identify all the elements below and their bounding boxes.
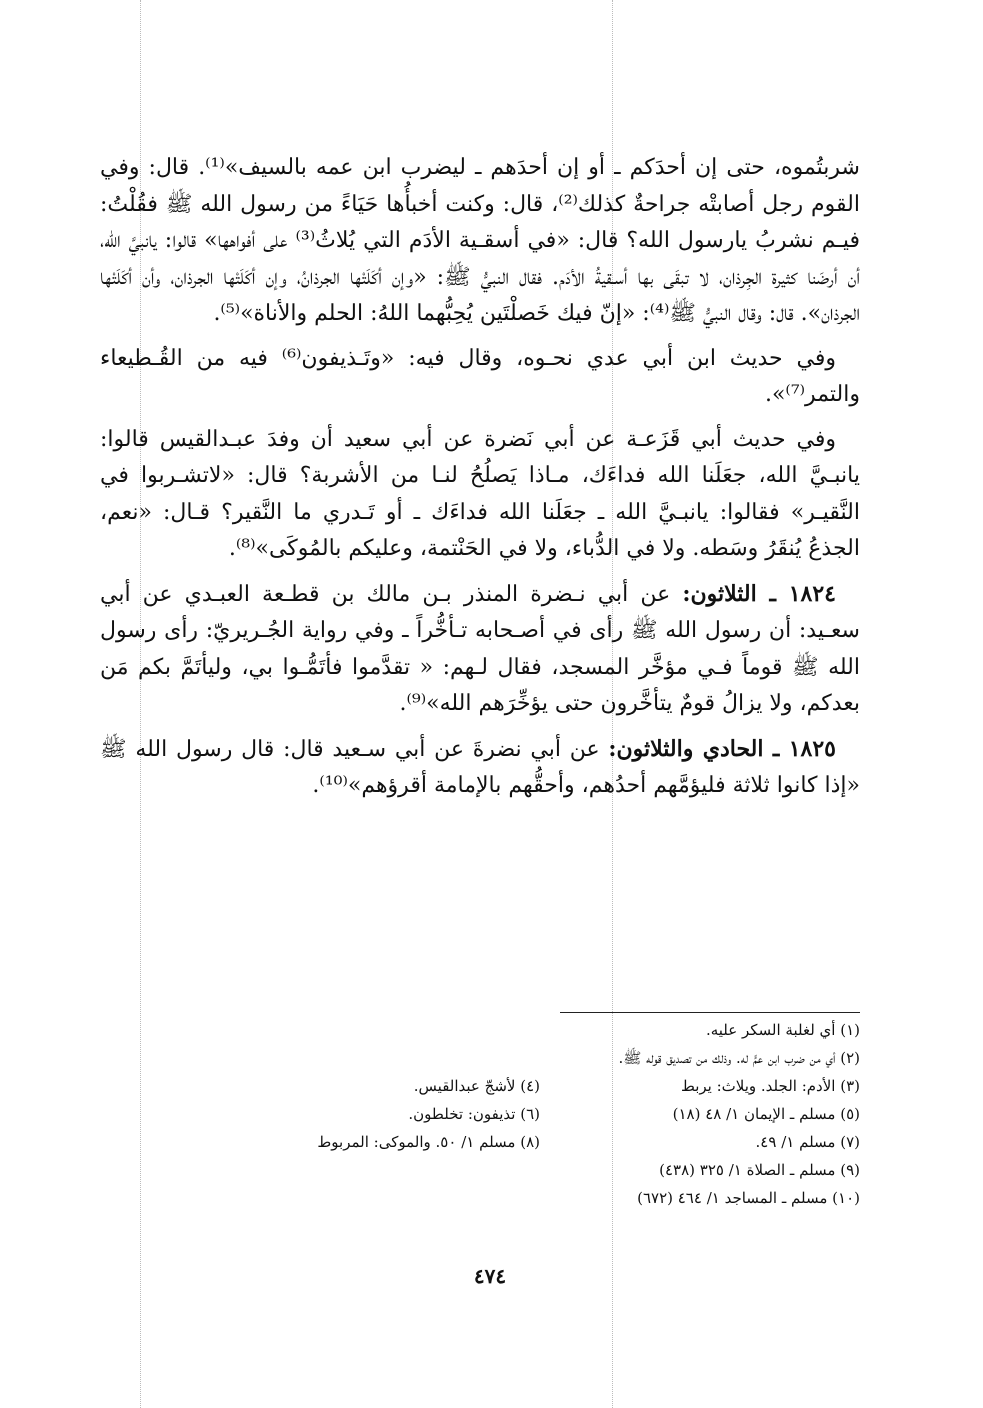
hadith-text: عن أبي نضرةَ عن أبي سـعيد قال: قال رسول الله ﷺ «إذا كانوا ثلاثة فليؤمَّهم أحدُهم، وأحقُّهم بالإمامة أقرؤهم»⁽¹⁰⁾. (100, 736, 860, 798)
footnotes (220, 1016, 860, 1212)
footnote-row (220, 1128, 860, 1156)
paragraph: شربتُموه، حتى إن أحدَكم ـ أو إن أحدَهم ـ ليضرب ابن عمه بالسيف»⁽¹⁾. قال: وفي القوم رجل أصابتْه جراحةٌ كذلك⁽²⁾، قال: وكنت أخبأُها حَيَاءً من رسول الله ﷺ فقُلْتُ: فيـم نشربُ يارسول الله؟ قال: «في أسقـية الأدَم التي يُلاثُ⁽³⁾ على أفواهها» قالوا: يانبيَّ الله، أن أرضَنا كثيرة الجِرذان، لا تبقَى بها أسـقيةُ الأدَم. فقال النبيُّ ﷺ: «وإن أكَلَتْها الجرذانُ، وإن أكَلَتْها الجرذان، وأن أكَلَتْها الجرذان». قال: وقال النبيُّ ﷺ⁽⁴⁾: «إنّ فيك خَصلْتَين يُحِبُّهما اللهُ: الحلم والأناة»⁽⁵⁾. (100, 155, 860, 326)
footnote: (١٠) مسلم ـ المساجد ١/ ٤٦٤ (٦٧٢) (637, 1189, 860, 1207)
hadith-1824 (100, 576, 860, 723)
paragraph: وفي حديث أبي قَزَعـة عن أبي نَضرة عن أبي سعيد أن وفدَ عبـدالقيس قالوا: يانبـيَّ الله، جعَلَنا الله فداءَك، مـاذا يَصلُحُ لنـا من الأشربة؟ قال: «لاتشـربوا في النَّقيـر» فقالوا: يانبـيَّ الله ـ جعَلَنا الله فداءَك ـ أو تَـدري ما النَّقير؟ قـال: «نعم، الجذعُ يُنقَرُ وسَطه. ولا في الدُّباء، ولا في الحَنْتمة، وعليكم بالمُوكَى»⁽⁸⁾. (100, 426, 860, 561)
footnote-row (220, 1072, 860, 1100)
footnote: (٦) تذيفون: تخلطون. (408, 1105, 540, 1123)
footnote: (٢) أي من ضرب ابن عمٍّ له. وذلك من تصديق قوله ﷺ. (618, 1049, 860, 1067)
hadith-1825 (100, 731, 860, 805)
hadith-number-heading: ١٨٢٥ ـ الحادي والثلاثون: (608, 735, 836, 762)
main-text (100, 150, 860, 813)
footnote-row (220, 1100, 860, 1128)
page-number: ٤٧٤ (473, 1264, 507, 1288)
footnote-separator (560, 1012, 860, 1013)
footnote: (٨) مسلم ١/ ٥٠. والموكى: المربوط (317, 1133, 540, 1151)
footnote: (٤) لأشجّ عبدالقيس. (413, 1077, 540, 1095)
footnote: (١) أي لغلبة السكر عليه. (705, 1021, 860, 1039)
footnote: (٧) مسلم ١/ ٤٩. (755, 1133, 860, 1151)
hadith-text: عن أبي نـضرة المنذر بـن مالك بن قطـعة العبـدي عن أبي سعـيد: أن رسول الله ﷺ رأى في أصـحابه تـأخُّراً ـ وفي رواية الجُـريريّ: رأى رسول الله ﷺ قوماً فـي مؤخَّر المسجد، فقال لـهم: « تقدَّموا فأتَمُّـوا بي، وليأتَمَّ بكم مَن بعدكم، ولا يزالُ قومٌ يتأخَّرون حتى يؤخِّرَهم الله»⁽⁹⁾. (100, 581, 860, 716)
footnote: (٥) مسلم ـ الإيمان ١/ ٤٨ (١٨) (672, 1105, 860, 1123)
hadith-number-heading: ١٨٢٤ ـ الثلاثون: (682, 580, 836, 607)
paragraph: وفي حديث ابن أبي عدي نحـوه، وقال فيه: «وتَـذيفون⁽⁶⁾ فيه من القُـطيعاء والتمر⁽⁷⁾». (100, 345, 860, 407)
footnote: (٣) الأدم: الجلد. ويلاث: يربط (680, 1077, 860, 1095)
footnote: (٩) مسلم ـ الصلاة ١/ ٣٢٥ (٤٣٨) (659, 1161, 860, 1179)
